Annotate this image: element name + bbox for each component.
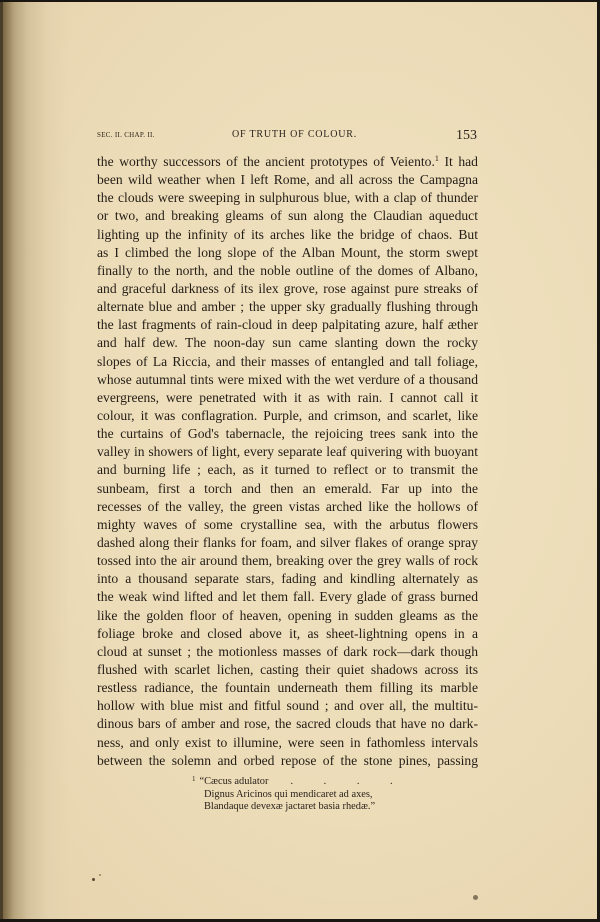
paper-speck (99, 874, 101, 876)
text-line: or two, and breaking gleams of sun along the Claudian aqueduct (97, 208, 478, 224)
page-gutter-shadow (0, 2, 70, 919)
text-line: alternate blue and amber ; the upper sky gradually flushing through (97, 299, 478, 315)
paper-speck (92, 878, 95, 881)
footnote-line-1: $^1$ “Cæcus adulator . . . . (192, 775, 407, 787)
text-line: valley in showers of light, every separate leaf quivering with buoyant (97, 444, 478, 460)
body-text (97, 153, 478, 770)
text-line: the curtains of God's tabernacle, the rejoicing trees sank into the (97, 426, 478, 442)
paper-speck (473, 895, 478, 900)
text-line: as I climbed the long slope of the Alban Mount, the storm swept (97, 244, 478, 260)
footnote-line-2: Dignus Aricinos qui mendicaret ad axes, (204, 788, 373, 800)
text-line: colour, it was conflagration. Purple, and crimson, and scarlet, like (97, 407, 478, 423)
running-head (97, 128, 477, 146)
binding-edge (0, 2, 3, 919)
text-line: ness, and only exist to illumine, were seen in fathomless intervals (97, 734, 478, 750)
text-line: foliage broke and closed above it, as sheet-lightning opens in a (97, 625, 478, 641)
text-line: cloud at sunset ; the motionless masses of dark rock—dark though (97, 643, 478, 659)
text-line: slopes of La Riccia, and their masses of entangled and tall foliage, (97, 353, 478, 369)
text-line: between the solemn and orbed repose of the stone pines, passing (97, 752, 478, 768)
text-line: finally to the north, and the noble outline of the domes of Albano, (97, 262, 478, 278)
text-line: dashed along their flanks for foam, and silver flakes of orange spray (97, 534, 478, 550)
text-line: mighty waves of some crystalline sea, with the arbutus flowers (97, 516, 478, 532)
text-line: restless radiance, the fountain underneath them filling its marble (97, 680, 478, 696)
text-line: and half dew. The noon-day sun came slanting down the rocky (97, 335, 478, 351)
text-line: flushed with scarlet lichen, casting their quiet shadows across its (97, 661, 478, 677)
text-line: recesses of the valley, the green vistas arched like the hollows of (97, 498, 478, 514)
text-line: the last fragments of rain-cloud in deep palpitating azure, half æther (97, 317, 478, 333)
section-chapter-label: SEC. II. CHAP. II. (97, 131, 155, 139)
footnote-ellipsis: . . . . (290, 776, 407, 787)
text-line: lighting up the infinity of its arches like the bridge of chaos. But (97, 226, 478, 242)
book-page (0, 2, 597, 919)
page-number: 153 (456, 128, 477, 143)
text-line: dinous bars of amber and rose, the sacred clouds that have no dark- (97, 716, 478, 732)
text-line: tossed into the air around them, breaking over the grey walls of rock (97, 553, 478, 569)
text-line: been wild weather when I left Rome, and all across the Campagna (97, 172, 478, 188)
footnote-reference[interactable]: 1 (434, 154, 439, 163)
text-line: like the golden floor of heaven, opening in sudden gleams as the (97, 607, 478, 623)
text-line: whose autumnal tints were mixed with the wet verdure of a thousand (97, 371, 478, 387)
text-line-0: the worthy successors of the ancient prototypes of Veiento.$^1$ It had (97, 154, 478, 169)
text-line: and graceful darkness of its ilex grove, rose against pure streaks of (97, 280, 478, 296)
chapter-title: OF TRUTH OF COLOUR. (232, 129, 358, 140)
text-line: and burning life ; each, as it turned to reflect or to transmit the (97, 462, 478, 478)
text-line: evergreens, were penetrated with it as with rain. I cannot call it (97, 389, 478, 405)
footnote (192, 773, 452, 814)
footnote-marker: 1 (192, 775, 196, 783)
text-line: into a thousand separate stars, fading and kindling alternately as (97, 571, 478, 587)
text-line: hollow with blue mist and fitful sound ; and over all, the multitu- (97, 698, 478, 714)
text-line: sunbeam, first a torch and then an emerald. Far up into the (97, 480, 478, 496)
text-line: the clouds were sweeping in sulphurous blue, with a clap of thunder (97, 190, 478, 206)
text-line: the weak wind lifted and let them fall. Every glade of grass burned (97, 589, 478, 605)
footnote-line-3: Blandaque devexæ jactaret basia rhedæ.” (204, 801, 376, 812)
